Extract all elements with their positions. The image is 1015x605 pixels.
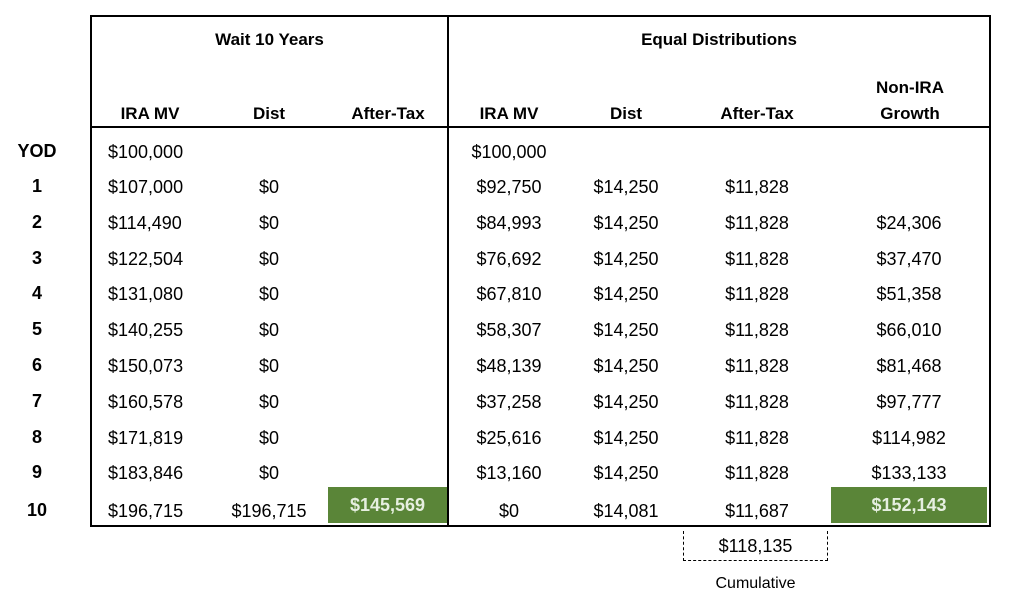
cell-dist-wait: $0 (258, 284, 280, 304)
cell-ira-mv-wait: $100,000 (108, 142, 184, 162)
cell-ira-mv-wait: $196,715 (108, 501, 184, 521)
cell-ira-mv-equal: $100,000 (471, 142, 547, 162)
cell-ira-mv-equal: $48,139 (476, 356, 542, 376)
row-label-year: 1 (31, 176, 42, 196)
col-header-non-ira-line1: Non-IRA (876, 78, 944, 97)
cell-ira-mv-equal: $13,160 (476, 463, 542, 483)
row-label-year: 2 (31, 212, 42, 232)
cell-ira-mv-wait: $140,255 (108, 320, 184, 340)
cell-ira-mv-equal: $37,258 (476, 392, 542, 412)
cell-ira-mv-wait: $114,490 (108, 213, 182, 233)
cell-after-tax-wait-highlight: $145,569 (328, 487, 447, 523)
col-header-non-ira-growth (840, 75, 980, 127)
cell-ira-mv-wait: $107,000 (108, 177, 184, 197)
cell-dist-wait: $0 (258, 463, 280, 483)
cell-non-ira-growth (831, 169, 987, 205)
col-header-non-ira-line2: Growth (880, 104, 940, 123)
cell-after-tax-wait (328, 134, 447, 170)
cell-dist-wait: $196,715 (231, 501, 307, 521)
cumulative-label: Cumulative (715, 575, 796, 592)
col-header-ira-mv-equal: IRA MV (479, 104, 539, 123)
cell-dist-wait: $0 (258, 213, 280, 233)
cell-ira-mv-equal: $58,307 (476, 320, 542, 340)
cell-dist-equal: $14,081 (593, 501, 659, 521)
row-label-year: YOD (17, 141, 57, 161)
col-header-ira-mv-wait: IRA MV (120, 104, 180, 123)
cell-dist-equal: $14,250 (593, 320, 659, 340)
row-label-year: 10 (26, 500, 48, 520)
cell-after-tax-equal: $11,828 (725, 320, 789, 340)
cell-ira-mv-equal: $0 (498, 501, 520, 521)
cell-after-tax-wait (328, 455, 447, 491)
cell-after-tax-equal: $11,828 (725, 284, 789, 304)
row-label-year: 4 (31, 283, 42, 303)
cell-dist-equal: $14,250 (593, 356, 659, 376)
cell-non-ira-growth-highlight: $152,143 (831, 487, 987, 523)
cell-non-ira-growth: $51,358 (876, 284, 942, 304)
cell-non-ira-growth: $24,306 (876, 213, 942, 233)
cell-after-tax-equal: $11,687 (725, 501, 789, 521)
cell-dist-equal: $14,250 (593, 284, 659, 304)
cell-non-ira-growth: $81,468 (876, 356, 942, 376)
cell-dist-wait (219, 134, 319, 170)
group-title-wait: Wait 10 Years (215, 30, 324, 49)
row-label-year: 7 (31, 391, 42, 411)
cell-after-tax-equal (702, 134, 812, 170)
cell-after-tax-equal: $11,828 (725, 392, 789, 412)
cell-ira-mv-equal: $67,810 (476, 284, 542, 304)
cell-non-ira-growth: $66,010 (876, 320, 942, 340)
col-header-after-tax-equal: After-Tax (720, 104, 794, 123)
cell-ira-mv-wait: $183,846 (108, 463, 184, 483)
cell-dist-wait: $0 (258, 177, 280, 197)
cell-after-tax-wait (328, 348, 447, 384)
cell-dist-equal: $14,250 (593, 213, 659, 233)
cell-after-tax-wait (328, 205, 447, 241)
cell-dist-equal: $14,250 (593, 392, 659, 412)
cell-dist-equal: $14,250 (593, 177, 659, 197)
cell-ira-mv-wait: $150,073 (108, 356, 184, 376)
cell-dist-equal: $14,250 (593, 463, 659, 483)
row-label-year: 9 (31, 462, 42, 482)
cell-ira-mv-wait: $122,504 (108, 249, 184, 269)
cell-ira-mv-equal: $92,750 (476, 177, 542, 197)
cell-dist-equal: $14,250 (593, 249, 659, 269)
group-title-equal: Equal Distributions (641, 30, 797, 49)
cell-dist-wait: $0 (258, 392, 280, 412)
col-header-dist-wait: Dist (252, 104, 286, 123)
cell-dist-wait: $0 (258, 428, 280, 448)
cell-ira-mv-equal: $25,616 (476, 428, 542, 448)
cell-dist-wait: $0 (258, 249, 280, 269)
row-label-year: 6 (31, 355, 42, 375)
row-label-year: 8 (31, 427, 42, 447)
cell-after-tax-equal: $11,828 (725, 428, 789, 448)
cell-dist-equal: $14,250 (593, 428, 659, 448)
cell-ira-mv-equal: $84,993 (476, 213, 542, 233)
cell-non-ira-growth: $97,777 (876, 392, 942, 412)
cell-after-tax-wait (328, 384, 447, 420)
row-label-year: 5 (31, 319, 42, 339)
cell-non-ira-growth: $37,470 (876, 249, 942, 269)
cell-non-ira-growth (831, 134, 987, 170)
cell-after-tax-wait (328, 276, 447, 312)
col-header-dist-equal: Dist (609, 104, 643, 123)
cell-ira-mv-wait: $131,080 (108, 284, 184, 304)
cell-after-tax-equal: $11,828 (725, 356, 789, 376)
cell-after-tax-equal: $11,828 (725, 177, 789, 197)
cell-after-tax-equal: $11,828 (725, 463, 789, 483)
cell-dist-wait: $0 (258, 356, 280, 376)
col-header-after-tax-wait: After-Tax (351, 104, 425, 123)
cell-non-ira-growth: $114,982 (872, 428, 946, 448)
cell-non-ira-growth: $133,133 (871, 463, 947, 483)
cell-dist-wait: $0 (258, 320, 280, 340)
cell-dist-equal (576, 134, 676, 170)
row-label-year: 3 (31, 248, 42, 268)
cell-ira-mv-equal: $76,692 (476, 249, 542, 269)
cell-ira-mv-wait: $171,819 (108, 428, 184, 448)
cell-after-tax-wait (328, 241, 447, 277)
cell-ira-mv-wait: $160,578 (108, 392, 184, 412)
cell-after-tax-equal: $11,828 (725, 249, 789, 269)
cell-after-tax-wait (328, 420, 447, 456)
cumulative-value: $118,135 (683, 531, 828, 561)
cell-after-tax-wait (328, 312, 447, 348)
cell-after-tax-wait (328, 169, 447, 205)
cell-after-tax-equal: $11,828 (725, 213, 789, 233)
